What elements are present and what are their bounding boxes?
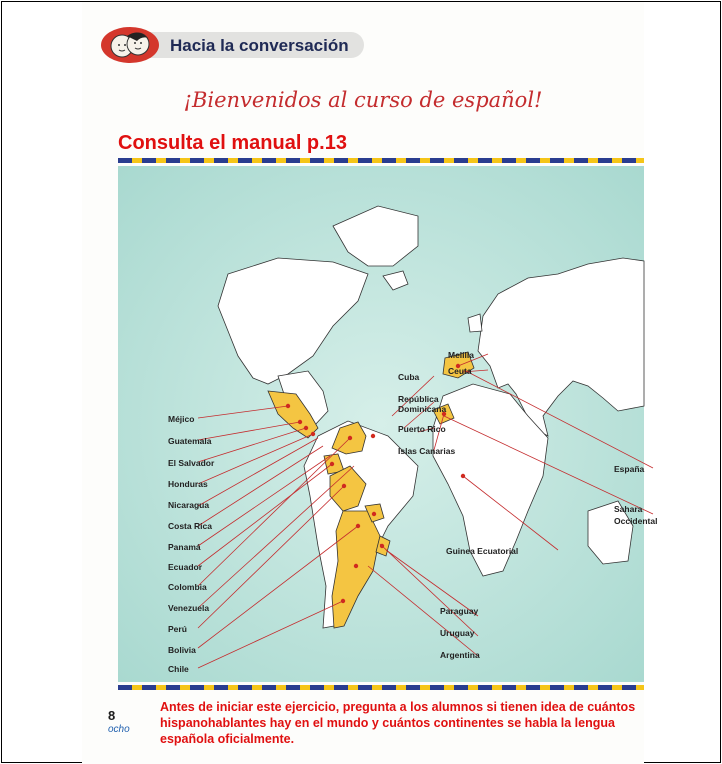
bottom-stripe xyxy=(118,685,644,690)
teacher-note: Antes de iniciar este ejercicio, pregunta a los alumnos si tienen idea de cuántos hispanohablantes hay en el mundo y cuántos continentes se habla la lengua española oficialmente. xyxy=(160,700,636,746)
label-sahara: Sahara xyxy=(614,504,643,514)
label-puerto-rico: Puerto Rico xyxy=(398,424,446,434)
label-melilla: Melilla xyxy=(448,350,474,360)
label-argentina: Argentina xyxy=(440,650,480,660)
label-el-salvador: El Salvador xyxy=(168,458,215,468)
textbook-page xyxy=(82,2,658,764)
label-guinea-ecuatorial: Guinea Ecuatorial xyxy=(446,546,519,556)
label-guatemala: Guatemala xyxy=(168,436,212,446)
label-bolivia: Bolivia xyxy=(168,645,196,655)
page-number: 8 xyxy=(108,708,116,723)
label-espana: España xyxy=(614,464,645,474)
label-occidental: Occidental xyxy=(614,516,658,526)
banner-title: Hacia la conversación xyxy=(170,36,349,55)
label-ceuta: Ceuta xyxy=(448,366,472,376)
label-republica: República xyxy=(398,394,439,404)
page-headline: ¡Bienvenidos al curso de español! xyxy=(183,88,543,112)
label-uruguay: Uruguay xyxy=(440,628,475,638)
section-banner xyxy=(100,24,362,64)
label-costa-rica: Costa Rica xyxy=(168,521,212,531)
label-paraguay: Paraguay xyxy=(440,606,479,616)
label-chile: Chile xyxy=(168,664,189,674)
label-islas-canarias: Islas Canarias xyxy=(398,446,456,456)
label-ecuador: Ecuador xyxy=(168,562,203,572)
conversation-faces-icon xyxy=(100,24,160,64)
label-peru: Perú xyxy=(168,624,187,634)
page-frame xyxy=(1,1,721,763)
label-honduras: Honduras xyxy=(168,479,208,489)
label-cuba: Cuba xyxy=(398,372,420,382)
label-nicaragua: Nicaragua xyxy=(168,500,210,510)
world-map xyxy=(118,166,658,682)
label-mejico: Méjico xyxy=(168,414,195,424)
label-colombia: Colombia xyxy=(168,582,207,592)
label-panama: Panamá xyxy=(168,542,201,552)
page-number-word: ocho xyxy=(108,724,130,735)
top-stripe xyxy=(118,158,644,163)
manual-reference: Consulta el manual p.13 xyxy=(118,132,347,154)
label-dominicana: Dominicana xyxy=(398,404,447,414)
label-venezuela: Venezuela xyxy=(168,603,210,613)
